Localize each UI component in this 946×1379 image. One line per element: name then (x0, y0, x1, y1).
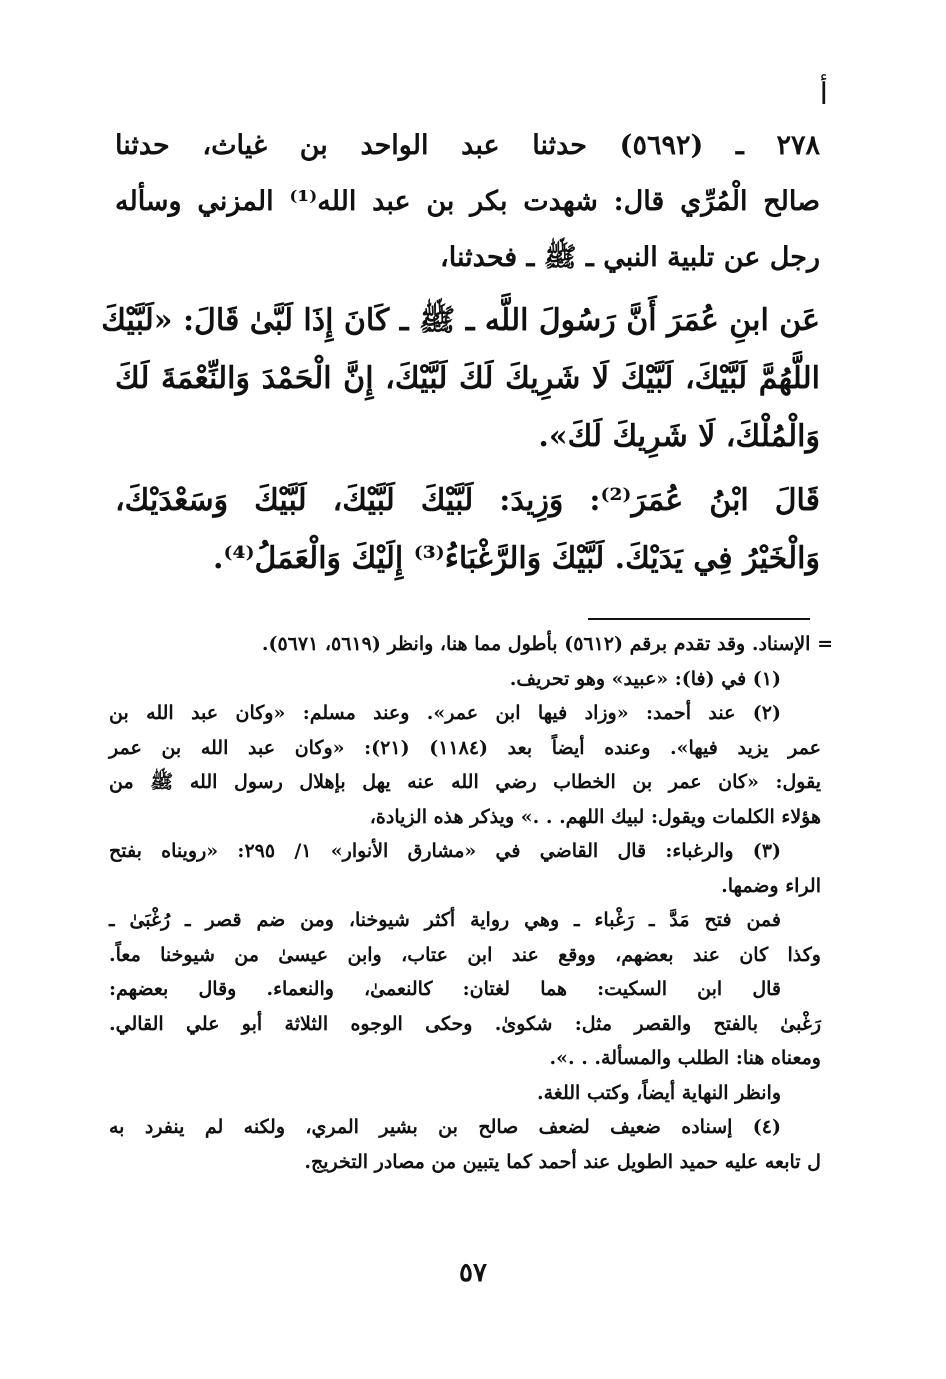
footnote-line: ل تابعه عليه حميد الطويل عند أحمد كما يتبين من مصادر التخريج. (304, 1150, 821, 1173)
footnote-line: هؤلاء الكلمات ويقول: لبيك اللهم. . .» ويذكر هذه الزيادة، (369, 805, 821, 828)
addition-line: قَالَ ابْنُ عُمَرَ⁽²⁾: وَزِيدَ: لَبَّيْكَ لَبَّيْكَ، لَبَّيْكَ وَسَعْدَيْكَ، (115, 483, 821, 518)
hadith-line: وَالْمُلْكَ، لَا شَرِيكَ لَكَ». (538, 419, 820, 454)
footnote-divider (588, 618, 810, 620)
footnote-line: ومعناه هنا: الطلب والمسألة. . .». (549, 1047, 821, 1069)
footnotes (109, 627, 833, 1179)
addition-text (115, 472, 820, 588)
main-text (101, 118, 821, 588)
footnote-line: وانظر النهاية أيضاً، وكتب اللغة. (537, 1081, 781, 1104)
footnote-line: وكذا كان عند بعضهم، ووقع عند ابن عتاب، وابن عيسىٰ من شيوخنا معاً. (109, 943, 821, 966)
footnote-line: فمن فتح مَدَّ ـ رَغْباء ـ وهي رواية أكثر شيوخنا، ومن ضم قصر ـ رُغْبَىٰ ـ (109, 909, 781, 931)
footnote-line: قال ابن السكيت: هما لغتان: كالنعمىٰ، والنعماء. وقال بعضهم: (109, 978, 781, 1000)
hadith-text (101, 292, 820, 466)
isnad-line: صالح الْمُرِّي قال: شهدت بكر بن عبد الله⁽¹⁾ المزني وسأله (115, 186, 821, 217)
corner-mark: أ (819, 77, 828, 112)
footnote-line: رَغْبىٰ بالفتح والقصر مثل: شكوىٰ. وحكى الوجوه الثلاثة أبو علي القالي. (109, 1012, 821, 1035)
hadith-line: عَن ابنِ عُمَرَ أَنَّ رَسُولَ اللَّه ـ ﷺ ـ كَانَ إِذَا لَبَّىٰ قَالَ: «لَبَّيْكَ (101, 303, 820, 338)
footnote-line: (٢) عند أحمد: «وزاد فيها ابن عمر». وعند مسلم: «وكان عبد الله بن (109, 702, 781, 724)
footnote-line: عمر يزيد فيها». وعنده أيضاً بعد (١١٨٤) (٢١): «وكان عبد الله بن عمر (109, 736, 821, 759)
isnad-paragraph (115, 118, 820, 286)
isnad-line: ٢٧٨ ـ (٥٦٩٢) حدثنا عبد الواحد بن غياث، حدثنا (115, 130, 820, 161)
footnote-line: = الإسناد. وقد تقدم برقم (٥٦١٢) بأطول مما هنا، وانظر (٥٦١٩، ٥٦٧١). (261, 633, 833, 655)
isnad-line: رجل عن تلبية النبي ـ ﷺ ـ فحدثنا، (440, 242, 820, 273)
footnote-line: يقول: «كان عمر بن الخطاب رضي الله عنه يهل بإهلال رسول الله ﷺ من (109, 771, 821, 793)
footnote-line: (٣) والرغباء: قال القاضي في «مشارق الأنوار» ١/ ٢٩٥: «رويناه بفتح (109, 840, 781, 862)
footnote-line: الراء وضمها. (721, 874, 821, 897)
page-number: ٥٧ (459, 1258, 487, 1288)
footnote-line: (٤) إسناده ضعيف لضعف صالح بن بشير المري، ولكنه لم ينفرد به (109, 1116, 781, 1138)
hadith-line: اللَّهُمَّ لَبَّيْكَ، لَبَّيْكَ لَا شَرِيكَ لَكَ لَبَّيْكَ، إِنَّ الْحَمْدَ وَالنِّعْمَةَ لَكَ (115, 361, 820, 396)
addition-line: وَالْخَيْرُ فِي يَدَيْكَ. لَبَّيْكَ وَالرَّغْبَاءُ⁽³⁾ إِلَيْكَ وَالْعَمَلُ⁽⁴⁾. (213, 541, 820, 576)
footnote-line: (١) في (فا): «عبيد» وهو تحريف. (509, 667, 781, 690)
